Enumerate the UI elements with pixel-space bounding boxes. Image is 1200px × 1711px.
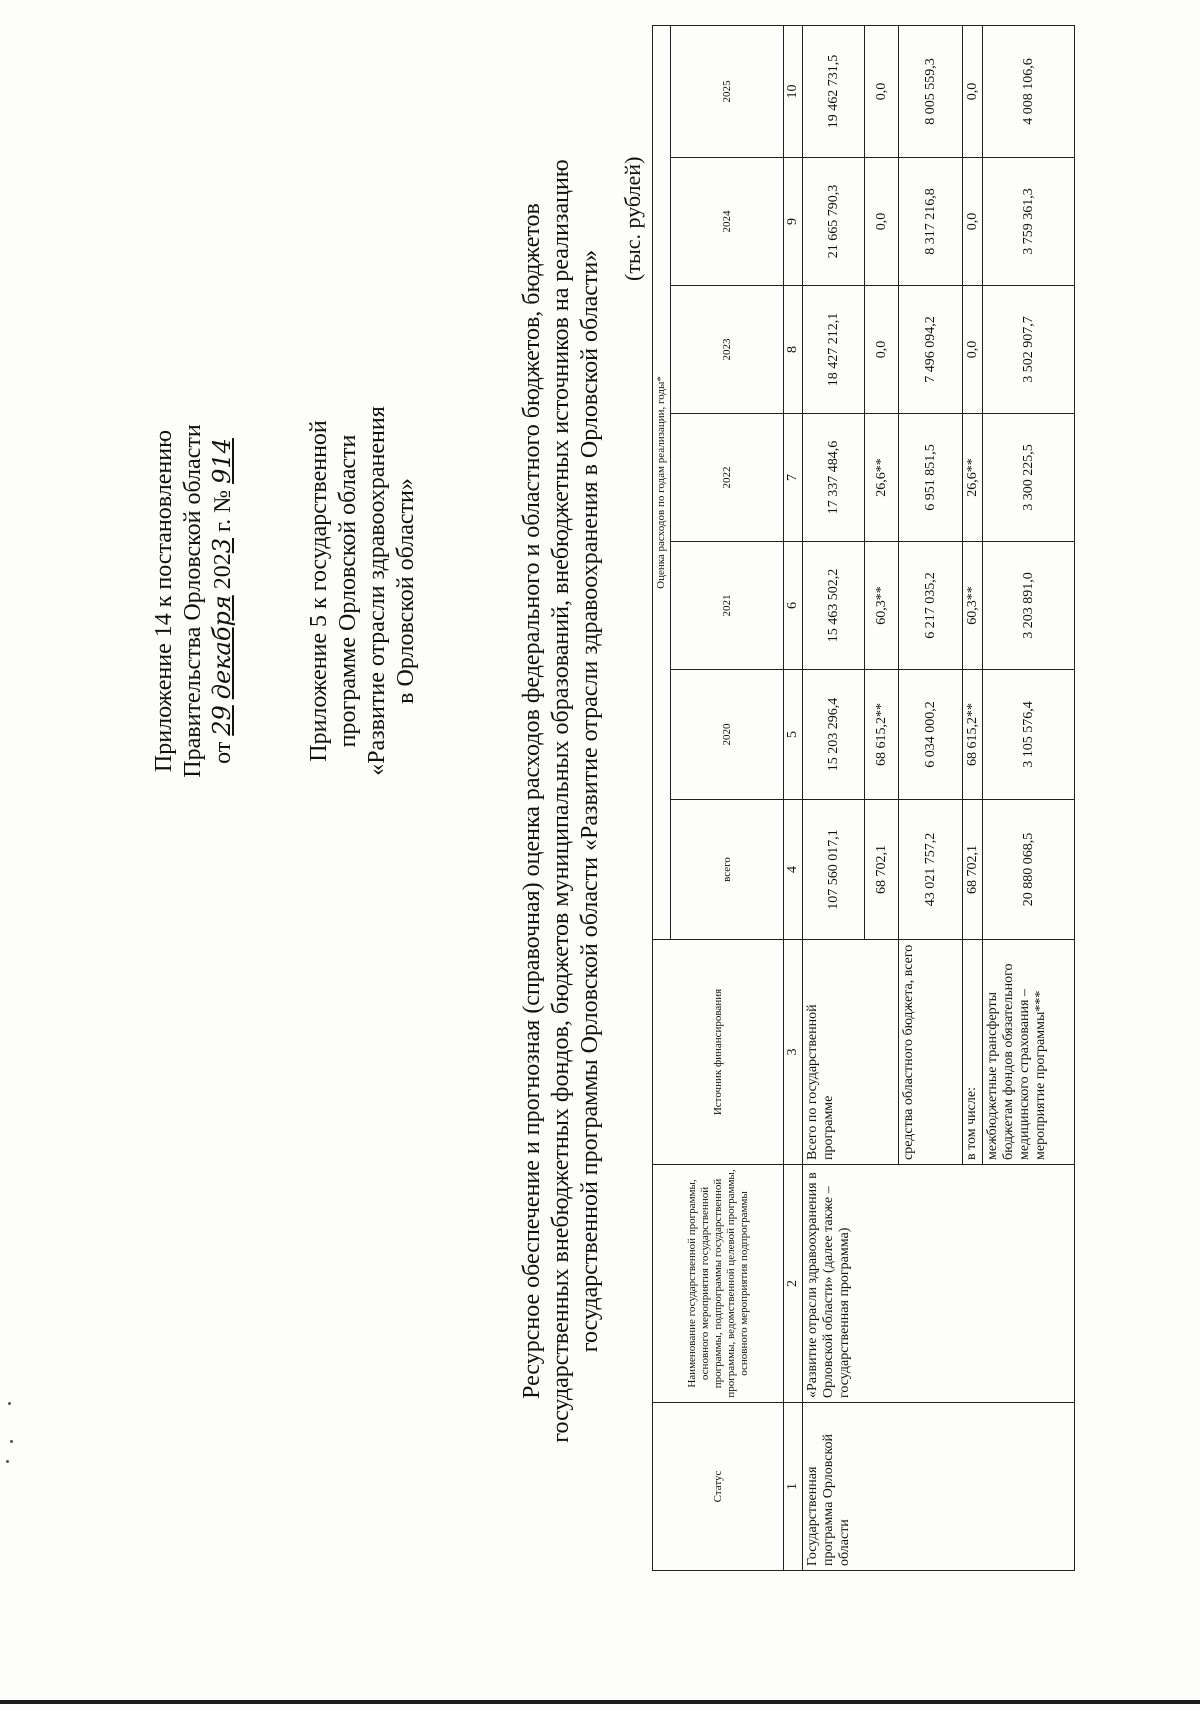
appendix-14-line2: Правительства Орловской области xyxy=(180,424,206,778)
header-row-1 xyxy=(653,25,671,1570)
appendix-5-line3: «Развитие отрасли здравоохранения xyxy=(364,406,390,776)
program-name-cell: «Развитие отрасли здравоохранения в Орловской области» (далее также – государственная программа) xyxy=(803,1165,1075,1403)
value-cell: 3 203 891,0 xyxy=(983,542,1075,670)
handwritten-month: декабря xyxy=(208,595,236,700)
date-prefix: от xyxy=(210,741,236,764)
index-cell: 6 xyxy=(784,542,803,670)
value-cell: 68 702,1 xyxy=(865,800,899,940)
value-cell: 8 317 216,8 xyxy=(899,158,963,286)
value-cell: 0,0 xyxy=(963,158,983,286)
value-cell: 6 034 000,2 xyxy=(899,670,963,800)
handwritten-day: 29 xyxy=(208,705,236,736)
value-cell: 68 615,2** xyxy=(865,670,899,800)
units-label: (тыс. рублей) xyxy=(620,156,645,281)
scan-speck xyxy=(6,1460,9,1463)
header-total: всего xyxy=(671,800,784,940)
scan-speck xyxy=(10,1440,13,1443)
value-cell: 17 337 484,6 xyxy=(803,414,865,542)
value-cell: 60,3** xyxy=(865,542,899,670)
table-row xyxy=(803,25,865,1570)
title-line3: государственной программы Орловской области «Развитие отрасли здравоохранения в Орловской области» xyxy=(577,249,603,1353)
appendix-14-line1: Приложение 14 к постановлению xyxy=(151,429,177,773)
value-cell: 15 463 502,2 xyxy=(803,542,865,670)
header-2025: 2025 xyxy=(671,25,784,157)
year-prefix: 202 xyxy=(210,553,236,590)
value-cell: 68 702,1 xyxy=(963,800,983,940)
value-cell: 0,0 xyxy=(865,25,899,157)
value-cell: 7 496 094,2 xyxy=(899,286,963,414)
handwritten-year-digit: 3 xyxy=(208,537,236,554)
column-index-row xyxy=(784,25,803,1570)
index-cell: 4 xyxy=(784,800,803,940)
value-cell: 26,6** xyxy=(963,414,983,542)
index-cell: 8 xyxy=(784,286,803,414)
header-2023: 2023 xyxy=(671,286,784,414)
header-2021: 2021 xyxy=(671,542,784,670)
value-cell: 15 203 296,4 xyxy=(803,670,865,800)
header-2022: 2022 xyxy=(671,414,784,542)
value-cell: 3 300 225,5 xyxy=(983,414,1075,542)
appendix-14-date-line xyxy=(208,296,238,906)
value-cell: 8 005 559,3 xyxy=(899,25,963,157)
value-cell: 60,3** xyxy=(963,542,983,670)
value-cell: 3 759 361,3 xyxy=(983,158,1075,286)
value-cell: 43 021 757,2 xyxy=(899,800,963,940)
header-2020: 2020 xyxy=(671,670,784,800)
value-cell: 3 105 576,4 xyxy=(983,670,1075,800)
value-cell: 68 615,2** xyxy=(963,670,983,800)
index-cell: 1 xyxy=(784,1403,803,1571)
value-cell: 0,0 xyxy=(963,286,983,414)
resource-table-wrapper xyxy=(652,26,1075,1571)
value-cell: 107 560 017,1 xyxy=(803,800,865,940)
appendix-5-line2: программе Орловской области xyxy=(335,434,361,748)
appendix-5-line4: в Орловской области» xyxy=(393,478,419,704)
value-cell: 3 502 907,7 xyxy=(983,286,1075,414)
appendix-5-line1: Приложение 5 к государственной xyxy=(306,420,332,762)
header-estimate: Оценка расходов по годам реализации, годы* xyxy=(653,25,671,939)
index-cell: 5 xyxy=(784,670,803,800)
value-cell: 20 880 068,5 xyxy=(983,800,1075,940)
value-cell: 4 008 106,6 xyxy=(983,25,1075,157)
value-cell: 6 951 851,5 xyxy=(899,414,963,542)
index-cell: 7 xyxy=(784,414,803,542)
index-cell: 3 xyxy=(784,940,803,1165)
value-cell: 19 462 731,5 xyxy=(803,25,865,157)
header-source: Источник финансирования xyxy=(653,940,784,1165)
source-cell: средства областного бюджета, всего xyxy=(899,940,963,1165)
resource-table xyxy=(652,25,1075,1571)
value-cell: 26,6** xyxy=(865,414,899,542)
value-cell: 0,0 xyxy=(865,158,899,286)
value-cell: 0,0 xyxy=(963,25,983,157)
handwritten-number: 914 xyxy=(208,438,236,484)
header-name: Наименование государственной программы, основного мероприятия государственной программы, подпрограммы государственной программы, ведомственной целевой программы, основного мероприятия подпрограммы xyxy=(653,1165,784,1403)
title-line1: Ресурсное обеспечение и прогнозная (справочная) оценка расходов федерального и областного бюджетов, бюджетов xyxy=(519,203,545,1399)
source-cell: в том числе: xyxy=(963,940,983,1165)
index-cell: 2 xyxy=(784,1165,803,1403)
source-cell: межбюджетные трансферты бюджетам фондов обязательного медицинского страхования – мероприятие программы*** xyxy=(983,940,1075,1165)
year-number-label: г. № xyxy=(210,489,236,532)
value-cell: 18 427 212,1 xyxy=(803,286,865,414)
source-cell: Всего по государственной программе xyxy=(803,940,899,1165)
header-2024: 2024 xyxy=(671,158,784,286)
scan-edge-line xyxy=(0,1700,1200,1704)
appendix-14-header xyxy=(150,296,238,906)
value-cell: 0,0 xyxy=(865,286,899,414)
index-cell: 9 xyxy=(784,158,803,286)
scan-speck xyxy=(8,1402,11,1405)
header-status: Статус xyxy=(653,1403,784,1571)
title-line2: государственных внебюджетных фондов, бюджетов муниципальных образований, внебюджетных источников на реализацию xyxy=(548,159,574,1443)
index-cell: 10 xyxy=(784,25,803,157)
document-title xyxy=(518,41,605,1561)
value-cell: 21 665 790,3 xyxy=(803,158,865,286)
appendix-5-header xyxy=(305,291,421,891)
value-cell: 6 217 035,2 xyxy=(899,542,963,670)
status-cell: Государственная программа Орловской области xyxy=(803,1403,1075,1571)
